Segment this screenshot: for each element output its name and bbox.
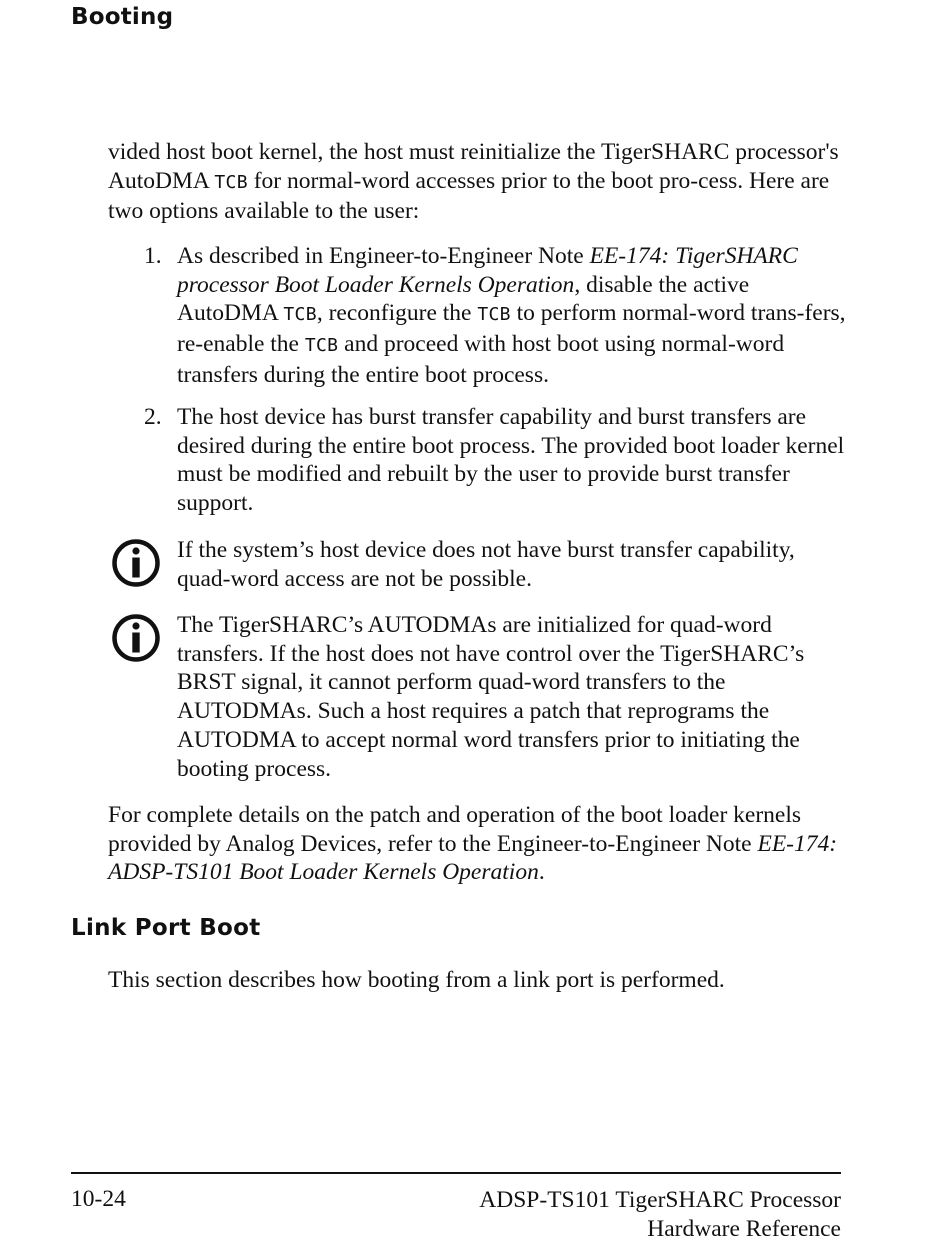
footer-title <box>479 1186 841 1243</box>
tcb-code: TCB <box>283 304 317 326</box>
option-text-part: As described in Engineer-to-Engineer Note <box>177 243 590 269</box>
page-number: 10-24 <box>71 1186 126 1212</box>
note-text: The TigerSHARC’s AUTODMAs are initialized for quad-word transfers. If the host does not have control over the TigerSHARC’s BRST signal, it cannot perform quad-word transfers to the AUTODMAs. Such a host requires a patch that reprograms the AUTODMA to accept normal word transfers prior to initiating the booting process. <box>177 612 805 782</box>
info-icon <box>111 538 161 588</box>
footer-title-line-2: Hardware Reference <box>647 1215 841 1242</box>
option-text-part: and proceed with host boot using normal-word transfers during the entire boot process. <box>177 331 785 388</box>
details-paragraph <box>108 801 850 887</box>
intro-text-1: vided host boot kernel, the host must reinitialize the TigerSHARC processor's AutoDMA <box>108 139 839 194</box>
intro-text-2: for normal-word accesses prior to the boot pro-cess. Here are two options available to the user: <box>108 167 830 225</box>
option-text <box>177 242 850 390</box>
section-heading-link-port-boot: Link Port Boot <box>71 915 261 941</box>
option-text-part: to perform normal-word trans-fers, re-enable the <box>177 300 846 358</box>
option-text-part: , disable the active AutoDMA <box>177 271 750 327</box>
running-head: Booting <box>71 4 174 30</box>
tcb-code: TCB <box>304 335 339 357</box>
note-text: If the system’s host device does not have burst transfer capability, quad-word access are not be possible. <box>177 537 795 592</box>
option-number: 2. <box>144 404 162 430</box>
link-port-paragraph: This section describes how booting from a link port is performed. <box>108 967 725 993</box>
ee174-reference: EE-174: ADSP-TS101 Boot Loader Kernels Operation <box>108 830 838 886</box>
intro-tcb-code: TCB <box>214 171 248 193</box>
intro-paragraph <box>108 138 850 226</box>
details-text: For complete details on the patch and operation of the boot loader kernels provided by Analog Devices, refer to the Engineer-to-Engineer Note <box>108 802 802 857</box>
footer-rule <box>71 1172 841 1174</box>
tcb-code: TCB <box>477 304 511 326</box>
info-icon <box>111 613 161 663</box>
option-text: The host device has burst transfer capability and burst transfers are desired during the entire boot process. The provided boot loader kernel must be modified and rebuilt by the user to provide burst transfer support. <box>177 404 845 517</box>
option-number: 1. <box>144 243 162 269</box>
details-end: . <box>538 859 545 886</box>
option-text-part: , reconfigure the <box>316 300 478 327</box>
footer-title-line-1: ADSP-TS101 TigerSHARC Processor <box>479 1187 841 1213</box>
ee174-reference: EE-174: TigerSHARC processor Boot Loader Kernels Operation <box>177 243 798 298</box>
